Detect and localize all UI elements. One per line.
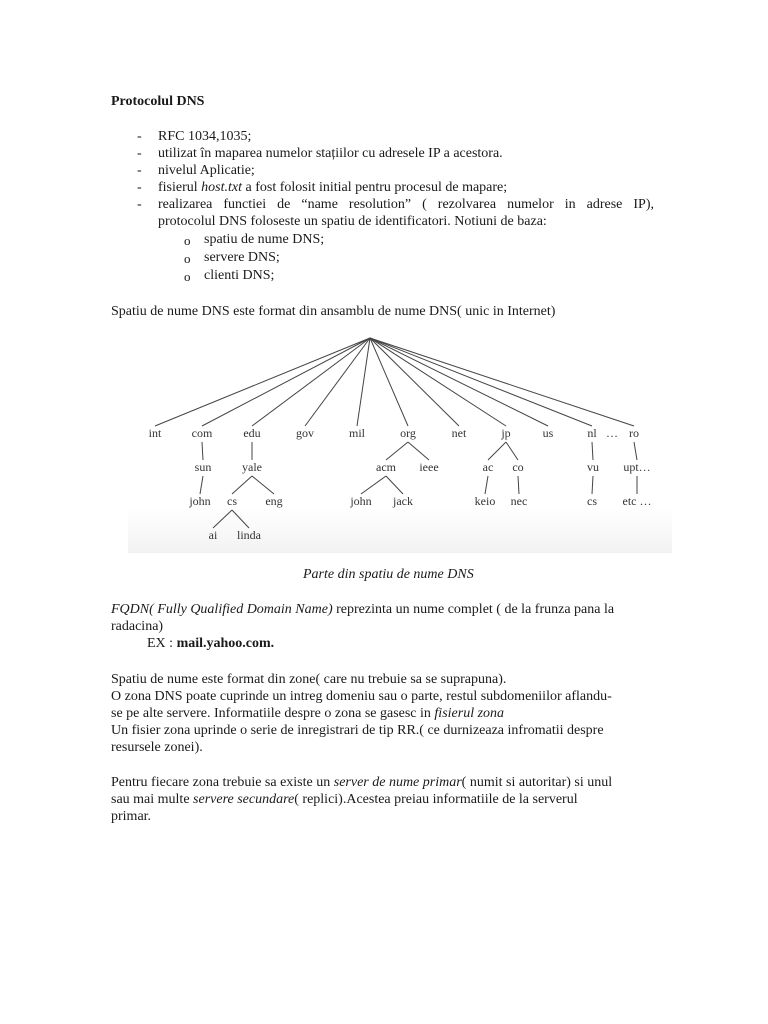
- tree-edge: [386, 442, 408, 460]
- bullet-hosts-file: [158, 179, 507, 196]
- bullet-hosts-post: a fost folosit initial pentru procesul de mapare;: [242, 180, 508, 195]
- servers-line2-pre: sau mai multe: [111, 792, 194, 807]
- tree-node-edu: edu: [243, 426, 261, 440]
- tree-edge: [252, 338, 370, 426]
- tree-node-com: com: [191, 426, 213, 440]
- tree-node-int: int: [148, 426, 162, 440]
- tree-edge: [252, 476, 274, 494]
- bullet-rfc: RFC 1034,1035;: [158, 129, 252, 144]
- tree-edge: [202, 338, 370, 426]
- tree-edge: [592, 442, 593, 460]
- fqdn-definition: reprezinta un nume complet ( de la frunza pana la: [332, 602, 615, 617]
- sub-bullet-clients: clienti DNS;: [204, 268, 275, 283]
- tree-node-john2: john: [350, 494, 372, 508]
- servers-line1: [111, 774, 612, 791]
- tree-node-jp: jp: [501, 426, 511, 440]
- bullet-marker: -: [137, 180, 142, 195]
- tree-edge: [408, 442, 429, 460]
- tree-node-yale: yale: [242, 460, 262, 474]
- servers-line1-pre: Pentru fiecare zona trebuie sa existe un: [111, 775, 334, 790]
- tree-node-linda: linda: [237, 528, 261, 542]
- fqdn-line2: radacina): [111, 619, 164, 634]
- tree-node-keio: keio: [474, 494, 496, 508]
- tree-node-eng: eng: [265, 494, 283, 508]
- servers-line2: [111, 791, 578, 808]
- bullet-marker: -: [137, 163, 142, 178]
- sub-bullet-namespace: spatiu de nume DNS;: [204, 232, 325, 247]
- hosts-filename: host.txt: [201, 180, 242, 195]
- tree-node-ieee: ieee: [419, 460, 439, 474]
- bullet-marker: -: [137, 129, 142, 144]
- tree-node-nec: nec: [510, 494, 528, 508]
- sub-bullet-marker: o: [184, 233, 191, 248]
- bullet-layer: nivelul Aplicatie;: [158, 163, 255, 178]
- tree-edge: [200, 476, 203, 494]
- tree-node-cs2: cs: [587, 494, 597, 508]
- tree-edge: [357, 338, 370, 426]
- fqdn-line1: [111, 601, 614, 618]
- zones-line2: O zona DNS poate cuprinde un intreg domeniu sau o parte, restul subdomeniilor aflandu-: [111, 689, 612, 704]
- tree-node-upt: upt…: [623, 460, 651, 474]
- tree-edge: [386, 476, 403, 494]
- tree-node-sun: sun: [194, 460, 212, 474]
- tree-node-vu: vu: [587, 460, 599, 474]
- tree-edge: [592, 476, 593, 494]
- tree-edge: [370, 338, 592, 426]
- tree-node-john1: john: [189, 494, 211, 508]
- tree-node-gov: gov: [296, 426, 314, 440]
- tree-node-net: net: [451, 426, 467, 440]
- fqdn-example: [147, 635, 274, 652]
- namespace-intro: Spatiu de nume DNS este format din ansamblu de nume DNS( unic in Internet): [111, 304, 556, 319]
- tree-edge: [370, 338, 548, 426]
- tree-caption: Parte din spatiu de nume DNS: [303, 567, 474, 582]
- bullet-name-resolution-line1: realizarea functiei de “name resolution” ( rezolvarea numelor in adrese IP),: [158, 197, 654, 212]
- tree-node-acm: acm: [376, 460, 396, 474]
- example-value: mail.yahoo.com.: [176, 636, 275, 651]
- servers-line3: primar.: [111, 809, 152, 824]
- tree-node-co: co: [512, 460, 524, 474]
- tree-node-ai: ai: [208, 528, 218, 542]
- zones-line3: [111, 705, 504, 722]
- example-label: EX :: [147, 636, 177, 651]
- tree-node-mil: mil: [348, 426, 366, 440]
- bullet-usage: utilizat în maparea numelor stațiilor cu adresele IP a acestora.: [158, 146, 503, 161]
- bullet-name-resolution-line2: protocolul DNS foloseste un spatiu de identificatori. Notiuni de baza:: [158, 214, 547, 229]
- primary-server-term: server de nume primar: [333, 775, 462, 790]
- tree-edge: [370, 338, 459, 426]
- sub-bullet-marker: o: [184, 269, 191, 284]
- tree-edge: [232, 510, 249, 528]
- tree-node-ro: ro: [629, 426, 639, 440]
- tree-node-org: org: [400, 426, 416, 440]
- tree-edge: [370, 338, 634, 426]
- tree-edge: [213, 510, 232, 528]
- tree-edge: [361, 476, 386, 494]
- sub-bullet-servers: servere DNS;: [204, 250, 280, 265]
- tree-node-cs1: cs: [227, 494, 237, 508]
- bullet-marker: -: [137, 197, 142, 212]
- secondary-servers-term: servere secundare: [193, 792, 295, 807]
- tree-edge: [488, 442, 506, 460]
- tree-edge: [485, 476, 488, 494]
- zones-line4: Un fisier zona uprinde o serie de inregistrari de tip RR.( ce durnizeaza infromatii despre: [111, 723, 604, 738]
- servers-line2-post: ( replici).Acestea preiau informatiile de la serverul: [294, 792, 578, 807]
- tree-edge: [506, 442, 518, 460]
- tree-edge: [232, 476, 252, 494]
- zones-line3-text: se pe alte servere. Informatiile despre o zona se gasesc in: [111, 706, 435, 721]
- zones-line1: Spatiu de nume este format din zone( care nu trebuie sa se suprapuna).: [111, 672, 507, 687]
- zone-file-term: fisierul zona: [434, 706, 505, 721]
- tree-node-us: us: [542, 426, 554, 440]
- bullet-hosts-pre: fisierul: [158, 180, 202, 195]
- tree-node-nl: nl: [587, 426, 597, 440]
- fqdn-term: FQDN( Fully Qualified Domain Name): [111, 602, 333, 617]
- tree-node-etc: etc …: [622, 494, 652, 508]
- sub-bullet-marker: o: [184, 251, 191, 266]
- page-title: Protocolul DNS: [111, 94, 205, 109]
- tree-node-dots: …: [606, 426, 618, 440]
- tree-edge: [634, 442, 637, 460]
- tree-edge: [202, 442, 203, 460]
- tree-edge: [370, 338, 506, 426]
- zones-line5: resursele zonei).: [111, 740, 203, 755]
- tree-node-jack: jack: [393, 494, 413, 508]
- dns-namespace-tree: [128, 327, 672, 553]
- tree-edge: [518, 476, 519, 494]
- tree-node-ac: ac: [482, 460, 494, 474]
- bullet-marker: -: [137, 146, 142, 161]
- servers-line1-post: ( numit si autoritar) si unul: [461, 775, 613, 790]
